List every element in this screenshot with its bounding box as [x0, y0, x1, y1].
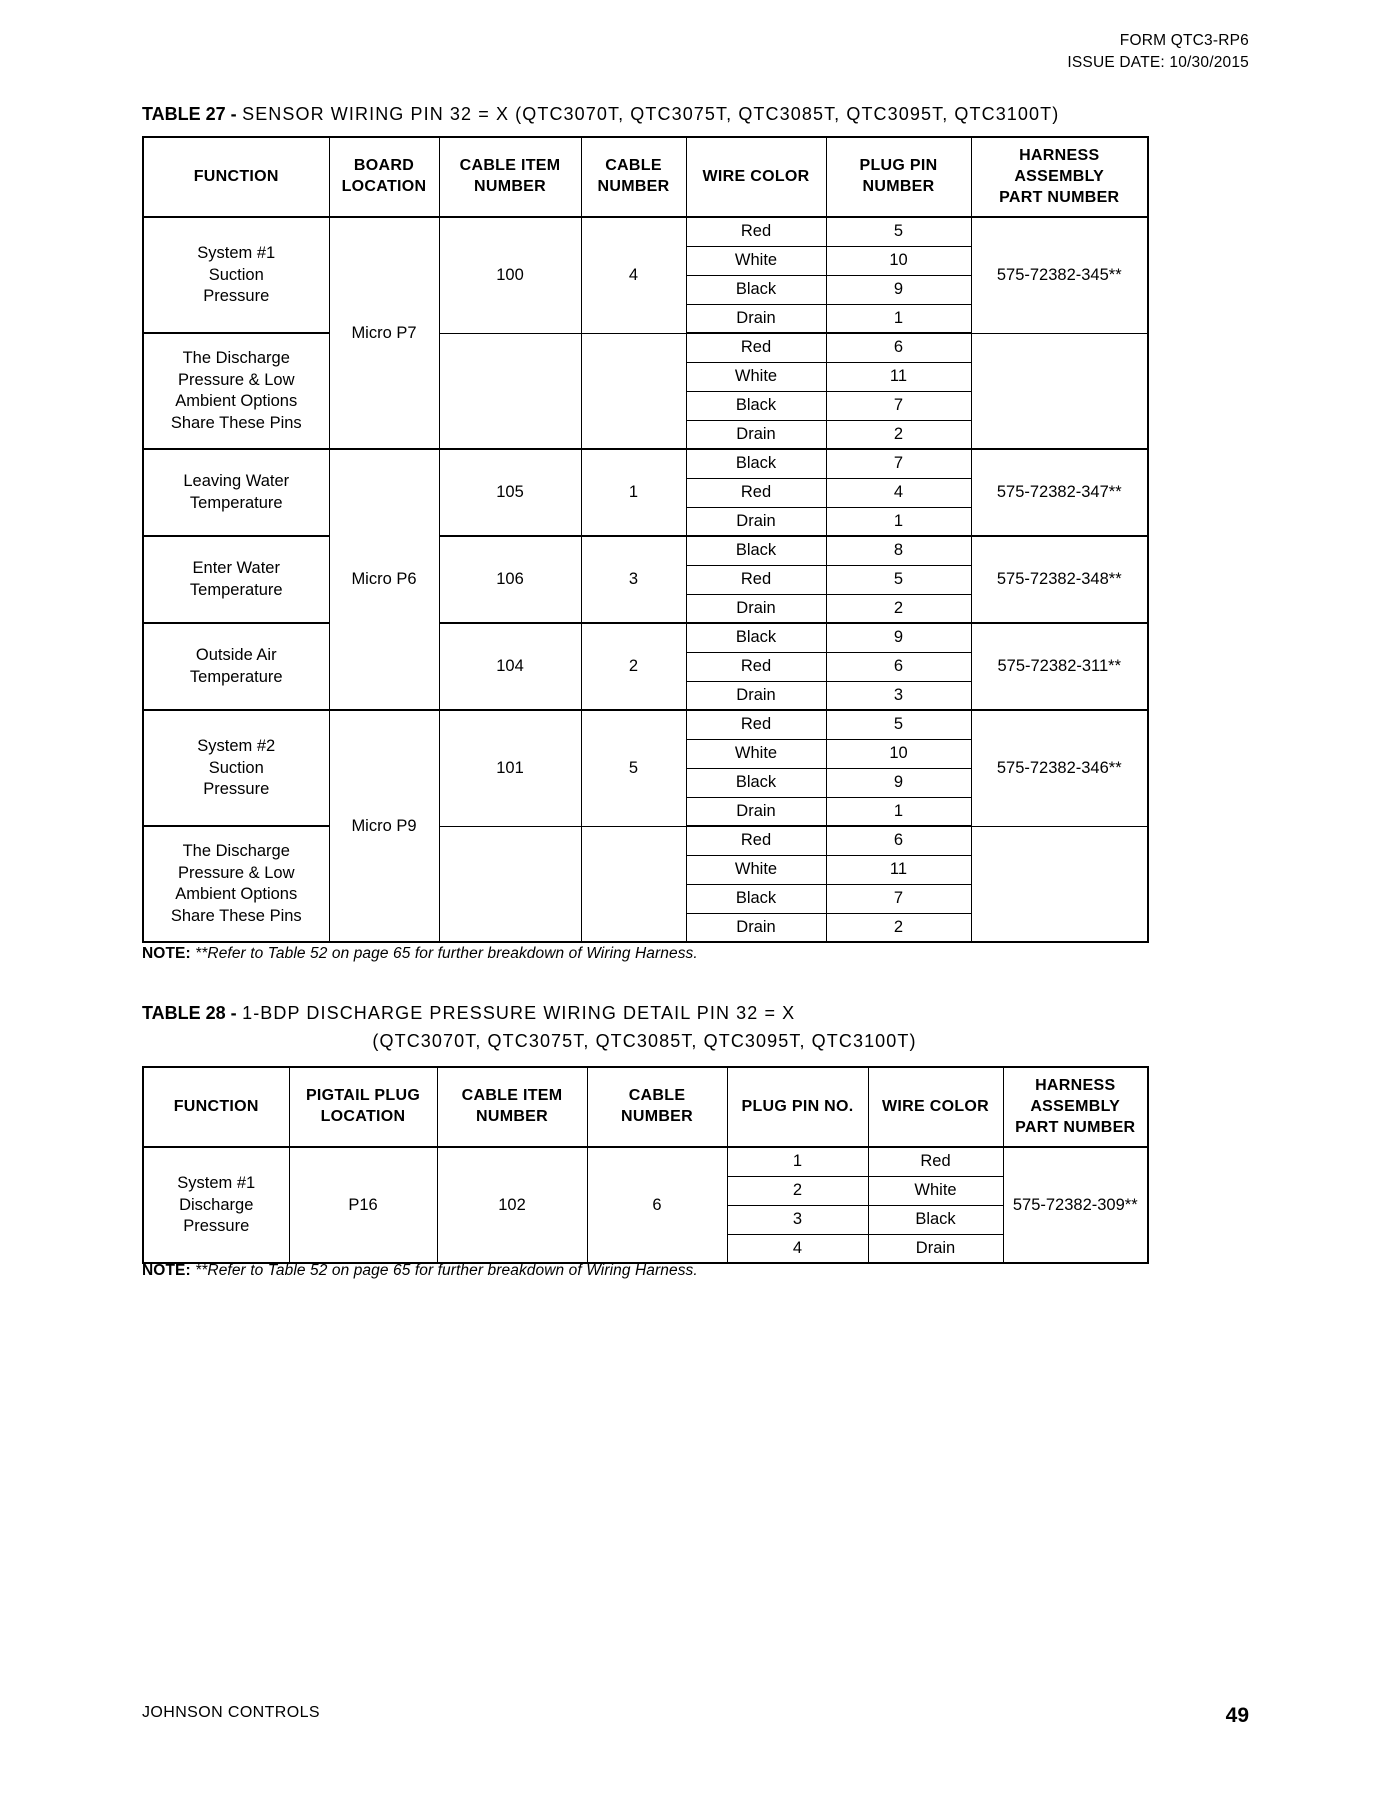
cell-plug-pin: 11: [826, 855, 971, 884]
col-header-plug-pin-number: [826, 137, 971, 217]
table28-header-row: [143, 1067, 1148, 1147]
footer-company: JOHNSON CONTROLS: [142, 1704, 320, 1721]
col-header-cable-item-line2: NUMBER: [473, 178, 547, 196]
cell-wire-color: Black: [686, 884, 826, 913]
cell-wire-color: Black: [686, 536, 826, 565]
cell-plug-pin: 1: [826, 304, 971, 333]
col-header-harness-line1: HARNESS: [1035, 1077, 1116, 1094]
col-header-cable-number-line2: NUMBER: [597, 178, 670, 196]
cell-plug-pin: 9: [826, 623, 971, 652]
cell-cable-number: [581, 333, 686, 449]
function-line2: Suction: [208, 265, 264, 284]
col-header-cable-number: [587, 1067, 727, 1147]
table28-caption-number: TABLE 28 -: [142, 1003, 237, 1023]
col-header-board-line1: BOARD: [353, 157, 415, 175]
cell-wire-color: White: [686, 246, 826, 275]
cell-wire-color: White: [686, 739, 826, 768]
col-header-board-location: [329, 137, 439, 217]
function-line1: System #1: [197, 244, 276, 263]
col-header-function: FUNCTION: [143, 1067, 289, 1147]
cell-plug-pin: 6: [826, 333, 971, 362]
cell-plug-pin: 7: [826, 884, 971, 913]
table28-caption: [142, 1003, 795, 1024]
cell-plug-pin: 10: [826, 739, 971, 768]
cell-harness-part-number: 575-72382-348**: [971, 536, 1148, 623]
cell-plug-pin: 7: [826, 449, 971, 478]
cell-cable-item-number: 100: [439, 217, 581, 333]
cell-wire-color: Black: [686, 391, 826, 420]
cell-wire-color: Black: [686, 768, 826, 797]
form-number: FORM QTC3-RP6: [1119, 32, 1249, 49]
cell-plug-pin: 1: [826, 797, 971, 826]
cell-wire-color: Drain: [686, 797, 826, 826]
cell-plug-pin-no: 1: [727, 1147, 868, 1176]
cell-wire-color: Drain: [686, 913, 826, 942]
table-row: [143, 1147, 1148, 1176]
col-header-harness-line3: PART NUMBER: [1015, 1118, 1136, 1136]
col-header-cable-item-line1: CABLE ITEM: [461, 1087, 563, 1105]
function-line2: Suction: [208, 758, 264, 777]
col-header-harness-part-number: [1003, 1067, 1148, 1147]
col-header-plug-pin-line2: NUMBER: [862, 178, 935, 196]
col-header-pigtail-plug-location: [289, 1067, 437, 1147]
cell-wire-color: Red: [686, 333, 826, 362]
cell-wire-color: White: [686, 362, 826, 391]
col-header-pigtail-line1: PIGTAIL PLUG: [305, 1087, 421, 1105]
cell-harness-part-number: 575-72382-309**: [1003, 1147, 1148, 1263]
cell-cable-number: 4: [581, 217, 686, 333]
cell-plug-pin-no: 3: [727, 1205, 868, 1234]
cell-cable-number: 2: [581, 623, 686, 710]
cell-wire-color: White: [868, 1176, 1003, 1205]
cell-wire-color: White: [686, 855, 826, 884]
document-header: [1067, 30, 1249, 74]
table27-caption-text: SENSOR WIRING PIN 32 = X (QTC3070T, QTC3075T, QTC3085T, QTC3095T, QTC3100T): [242, 104, 1060, 124]
function-line3: Ambient Options: [175, 392, 298, 411]
table-row: [143, 710, 1148, 739]
cell-pigtail-plug-location: P16: [289, 1147, 437, 1263]
function-line2: Temperature: [189, 667, 283, 686]
cell-plug-pin: 5: [826, 565, 971, 594]
function-line1: System #1: [177, 1174, 256, 1193]
table-row: [143, 217, 1148, 246]
cell-harness-part-number: 575-72382-346**: [971, 710, 1148, 826]
table28-caption-text: 1-BDP DISCHARGE PRESSURE WIRING DETAIL PIN 32 = X: [242, 1003, 796, 1023]
function-line3: Pressure: [203, 780, 270, 799]
cell-cable-item-number: 104: [439, 623, 581, 710]
col-header-harness-line2: ASSEMBLY: [1030, 1097, 1121, 1115]
note-text: **Refer to Table 52 on page 65 for further breakdown of Wiring Harness.: [195, 945, 698, 962]
function-line2: Temperature: [189, 580, 283, 599]
function-line3: Ambient Options: [175, 885, 298, 904]
function-line1: The Discharge: [182, 349, 290, 368]
note-text: **Refer to Table 52 on page 65 for further breakdown of Wiring Harness.: [195, 1262, 698, 1279]
cell-plug-pin: 5: [826, 217, 971, 246]
cell-function: [143, 536, 329, 623]
function-line3: Pressure: [183, 1217, 250, 1236]
function-line1: Leaving Water: [183, 472, 290, 491]
cell-wire-color: Drain: [686, 304, 826, 333]
col-header-cable-item-line1: CABLE ITEM: [459, 157, 561, 175]
col-header-plug-pin-no: PLUG PIN NO.: [727, 1067, 868, 1147]
table-row: [143, 826, 1148, 855]
cell-cable-item-number: 101: [439, 710, 581, 826]
col-header-cable-number-line1: CABLE: [605, 157, 662, 175]
cell-wire-color: Black: [686, 275, 826, 304]
cell-plug-pin: 5: [826, 710, 971, 739]
cell-plug-pin: 2: [826, 913, 971, 942]
cell-cable-item-number: 105: [439, 449, 581, 536]
cell-cable-number: 6: [587, 1147, 727, 1263]
col-header-cable-number-line2: NUMBER: [620, 1108, 694, 1126]
issue-date: ISSUE DATE: 10/30/2015: [1067, 54, 1249, 71]
cell-cable-number: [581, 826, 686, 942]
table27-caption: [142, 104, 1059, 125]
function-line4: Share These Pins: [170, 413, 302, 432]
cell-plug-pin-no: 2: [727, 1176, 868, 1205]
cell-wire-color: Red: [686, 652, 826, 681]
cell-plug-pin: 3: [826, 681, 971, 710]
function-line2: Discharge: [179, 1195, 254, 1214]
cell-wire-color: Red: [686, 565, 826, 594]
cell-wire-color: Red: [868, 1147, 1003, 1176]
col-header-cable-item-number: [437, 1067, 587, 1147]
table-row: [143, 449, 1148, 478]
cell-wire-color: Black: [868, 1205, 1003, 1234]
table-row: [143, 536, 1148, 565]
table27: [142, 136, 1149, 943]
cell-cable-number: 5: [581, 710, 686, 826]
function-line1: The Discharge: [182, 842, 290, 861]
cell-wire-color: Red: [686, 710, 826, 739]
cell-function: [143, 333, 329, 449]
function-line3: Pressure: [203, 287, 270, 306]
table28-note: [142, 1262, 698, 1280]
note-label: NOTE:: [142, 945, 191, 962]
cell-wire-color: Drain: [686, 507, 826, 536]
cell-harness-part-number: [971, 333, 1148, 449]
cell-wire-color: Drain: [686, 420, 826, 449]
cell-wire-color: Red: [686, 478, 826, 507]
cell-board-location: Micro P6: [329, 449, 439, 710]
cell-cable-item-number: 106: [439, 536, 581, 623]
table28-caption-line2: (QTC3070T, QTC3075T, QTC3085T, QTC3095T, QTC3100T): [372, 1031, 917, 1051]
cell-wire-color: Red: [686, 217, 826, 246]
col-header-harness-line3: PART NUMBER: [999, 188, 1120, 206]
cell-function: [143, 1147, 289, 1263]
cell-board-location: Micro P7: [329, 217, 439, 449]
function-line2: Temperature: [189, 493, 283, 512]
cell-plug-pin: 1: [826, 507, 971, 536]
cell-plug-pin: 11: [826, 362, 971, 391]
cell-plug-pin: 2: [826, 594, 971, 623]
cell-harness-part-number: [971, 826, 1148, 942]
cell-harness-part-number: 575-72382-347**: [971, 449, 1148, 536]
col-header-wire-color: WIRE COLOR: [686, 137, 826, 217]
cell-function: [143, 623, 329, 710]
cell-wire-color: Black: [686, 623, 826, 652]
table27-caption-number: TABLE 27 -: [142, 104, 237, 124]
cell-plug-pin: 4: [826, 478, 971, 507]
cell-wire-color: Black: [686, 449, 826, 478]
cell-function: [143, 710, 329, 826]
function-line1: Outside Air: [195, 646, 277, 665]
note-label: NOTE:: [142, 1262, 191, 1279]
col-header-cable-item-number: [439, 137, 581, 217]
cell-function: [143, 826, 329, 942]
cell-function: [143, 217, 329, 333]
cell-harness-part-number: 575-72382-345**: [971, 217, 1148, 333]
table-row: [143, 623, 1148, 652]
function-line2: Pressure & Low: [178, 370, 295, 389]
cell-cable-item-number: 102: [437, 1147, 587, 1263]
function-line1: Enter Water: [192, 559, 280, 578]
cell-wire-color: Drain: [868, 1234, 1003, 1263]
cell-plug-pin: 10: [826, 246, 971, 275]
col-header-plug-pin-line1: PLUG PIN: [859, 157, 938, 175]
cell-plug-pin: 8: [826, 536, 971, 565]
cell-plug-pin-no: 4: [727, 1234, 868, 1263]
col-header-pigtail-line2: LOCATION: [320, 1108, 406, 1126]
function-line2: Pressure & Low: [178, 863, 295, 882]
col-header-harness-part-number: [971, 137, 1148, 217]
cell-plug-pin: 9: [826, 768, 971, 797]
cell-cable-number: 1: [581, 449, 686, 536]
col-header-harness-line1: HARNESS: [1019, 147, 1100, 164]
cell-plug-pin: 6: [826, 826, 971, 855]
col-header-harness-line2: ASSEMBLY: [1014, 167, 1105, 185]
col-header-function: FUNCTION: [143, 137, 329, 217]
function-line1: System #2: [197, 737, 276, 756]
function-line4: Share These Pins: [170, 906, 302, 925]
col-header-board-line2: LOCATION: [341, 178, 427, 196]
cell-function: [143, 449, 329, 536]
col-header-cable-number-line1: CABLE: [628, 1087, 686, 1105]
cell-cable-item-number: [439, 826, 581, 942]
cell-harness-part-number: 575-72382-311**: [971, 623, 1148, 710]
cell-wire-color: Red: [686, 826, 826, 855]
cell-cable-number: 3: [581, 536, 686, 623]
table-row: [143, 333, 1148, 362]
cell-wire-color: Drain: [686, 594, 826, 623]
col-header-wire-color: WIRE COLOR: [868, 1067, 1003, 1147]
footer-page-number: 49: [1225, 1704, 1249, 1727]
table28: [142, 1066, 1149, 1264]
cell-plug-pin: 2: [826, 420, 971, 449]
table27-note: [142, 945, 698, 963]
table27-header-row: [143, 137, 1148, 217]
cell-board-location: Micro P9: [329, 710, 439, 942]
cell-plug-pin: 6: [826, 652, 971, 681]
cell-plug-pin: 7: [826, 391, 971, 420]
cell-wire-color: Drain: [686, 681, 826, 710]
col-header-cable-number: [581, 137, 686, 217]
cell-cable-item-number: [439, 333, 581, 449]
col-header-cable-item-line2: NUMBER: [475, 1108, 549, 1126]
cell-plug-pin: 9: [826, 275, 971, 304]
